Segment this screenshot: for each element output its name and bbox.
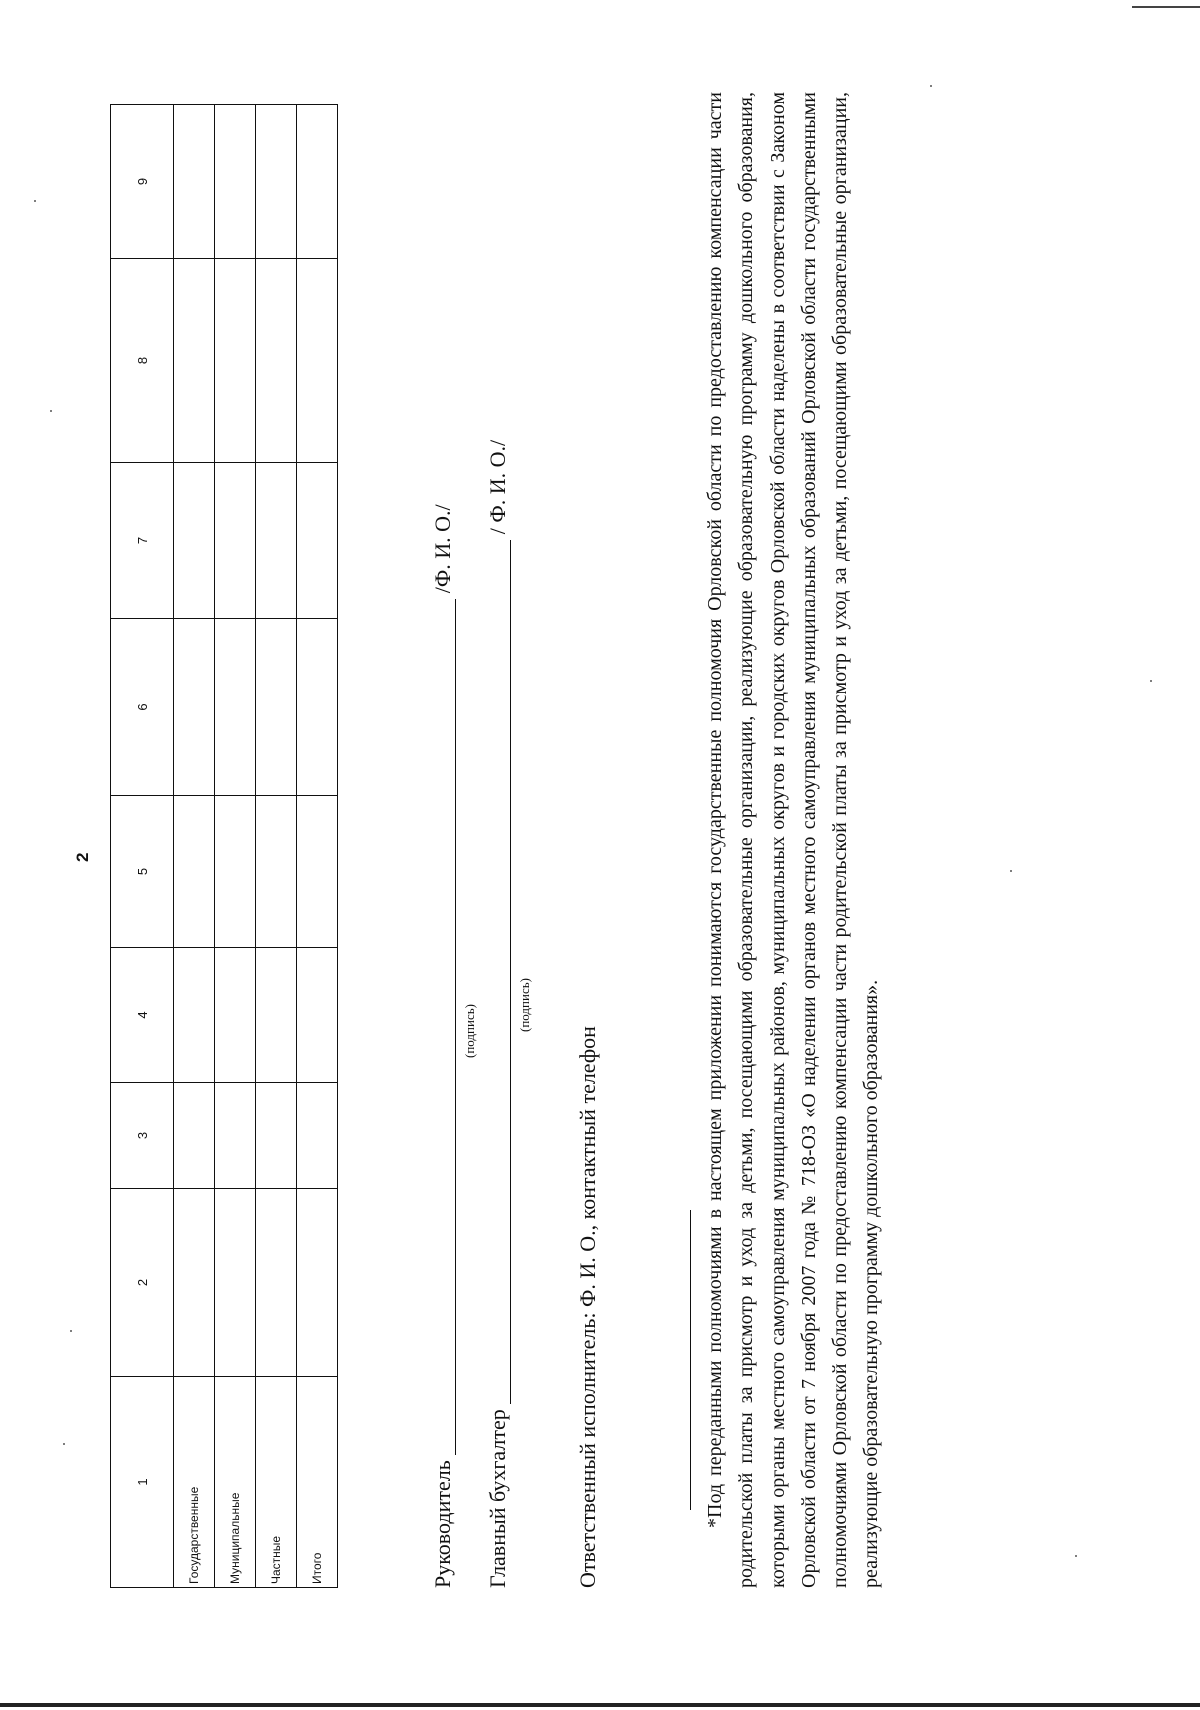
table-cell bbox=[297, 948, 338, 1083]
table-cell bbox=[215, 948, 256, 1083]
speck bbox=[70, 1330, 72, 1332]
row-label: Итого bbox=[297, 1377, 338, 1588]
executor-line: Ответственный исполнитель: Ф. И. О., контактный телефон bbox=[575, 1026, 600, 1588]
footnote: *Под переданными полномочиями в настоящем приложении понимаются государственные полномочия Орловской области по предоставлению компенсации части родительской платы за присмотр и уход за детьми, посещающими образовательные организации, реализующие образовательную программу дошкольного образования, которыми органы местного самоуправления муниципальных районов, муниципальных округов и городских округов Орловской области наделены в соответствии с Законом Орловской области от 7 ноября 2007 года № 718-ОЗ «О наделении органов местного самоуправления муниципальных образований Орловской области государственными полномочиями Орловской области по предоставлению компенсации части родительской платы за присмотр и уход за детьми, посещающими образовательные организации, реализующие образовательную программу дошкольного образования». bbox=[704, 92, 883, 1588]
column-header: 2 bbox=[111, 1189, 174, 1377]
row-label: Государственные bbox=[174, 1377, 215, 1588]
column-header: 7 bbox=[111, 463, 174, 619]
row-label: Частные bbox=[256, 1377, 297, 1588]
table-cell bbox=[297, 259, 338, 463]
table-cell bbox=[215, 1083, 256, 1189]
signature-field bbox=[455, 599, 456, 1455]
column-header: 9 bbox=[111, 105, 174, 259]
table-cell bbox=[297, 796, 338, 948]
table-cell bbox=[215, 1189, 256, 1377]
signature-caption: (подпись) bbox=[462, 1004, 477, 1058]
table-cell bbox=[297, 1189, 338, 1377]
table-cell bbox=[174, 259, 215, 463]
table-cell bbox=[256, 619, 297, 796]
table-cell bbox=[297, 105, 338, 259]
table-header-row bbox=[111, 105, 174, 1588]
page-number: 2 bbox=[73, 852, 92, 862]
speck bbox=[1075, 1555, 1077, 1557]
column-header: 3 bbox=[111, 1083, 174, 1189]
table-cell bbox=[174, 1189, 215, 1377]
table-cell bbox=[215, 105, 256, 259]
table-cell bbox=[174, 1083, 215, 1189]
table-cell bbox=[174, 105, 215, 259]
head-label: Руководитель bbox=[430, 1460, 455, 1588]
signature-field bbox=[510, 540, 511, 1404]
table-row bbox=[215, 105, 256, 1588]
table-row bbox=[174, 105, 215, 1588]
table-row bbox=[256, 105, 297, 1588]
column-header: 5 bbox=[111, 796, 174, 948]
table-cell bbox=[215, 463, 256, 619]
table-cell bbox=[297, 619, 338, 796]
accountant-label: Главный бухгалтер bbox=[485, 1409, 510, 1588]
signature-caption: (подпись) bbox=[517, 978, 532, 1032]
column-header: 6 bbox=[111, 619, 174, 796]
table-cell bbox=[174, 463, 215, 619]
footnote-separator bbox=[690, 1210, 691, 1510]
table-cell bbox=[174, 796, 215, 948]
speck bbox=[1010, 870, 1012, 872]
table-cell bbox=[215, 619, 256, 796]
accountant-fio: / Ф. И. О./ bbox=[485, 439, 510, 535]
speck bbox=[1150, 680, 1152, 682]
table-cell bbox=[297, 463, 338, 619]
table-cell bbox=[256, 105, 297, 259]
head-signature-line bbox=[430, 504, 456, 1588]
row-label: Муниципальные bbox=[215, 1377, 256, 1588]
speck bbox=[50, 410, 52, 412]
table-cell bbox=[256, 259, 297, 463]
table-row bbox=[297, 105, 338, 1588]
table-cell bbox=[174, 619, 215, 796]
head-fio: /Ф. И. О./ bbox=[430, 504, 455, 594]
speck bbox=[34, 200, 36, 202]
table-cell bbox=[174, 948, 215, 1083]
table-cell bbox=[256, 796, 297, 948]
table-cell bbox=[256, 1189, 297, 1377]
table-cell bbox=[256, 948, 297, 1083]
column-header: 4 bbox=[111, 948, 174, 1083]
speck bbox=[63, 1443, 65, 1445]
table-cell bbox=[215, 796, 256, 948]
table-cell bbox=[256, 463, 297, 619]
table-cell bbox=[215, 259, 256, 463]
report-table bbox=[110, 104, 338, 1588]
table-cell bbox=[256, 1083, 297, 1189]
speck bbox=[930, 85, 932, 87]
column-header: 8 bbox=[111, 259, 174, 463]
accountant-signature-line bbox=[485, 440, 511, 1588]
column-header: 1 bbox=[111, 1377, 174, 1588]
table-cell bbox=[297, 1083, 338, 1189]
